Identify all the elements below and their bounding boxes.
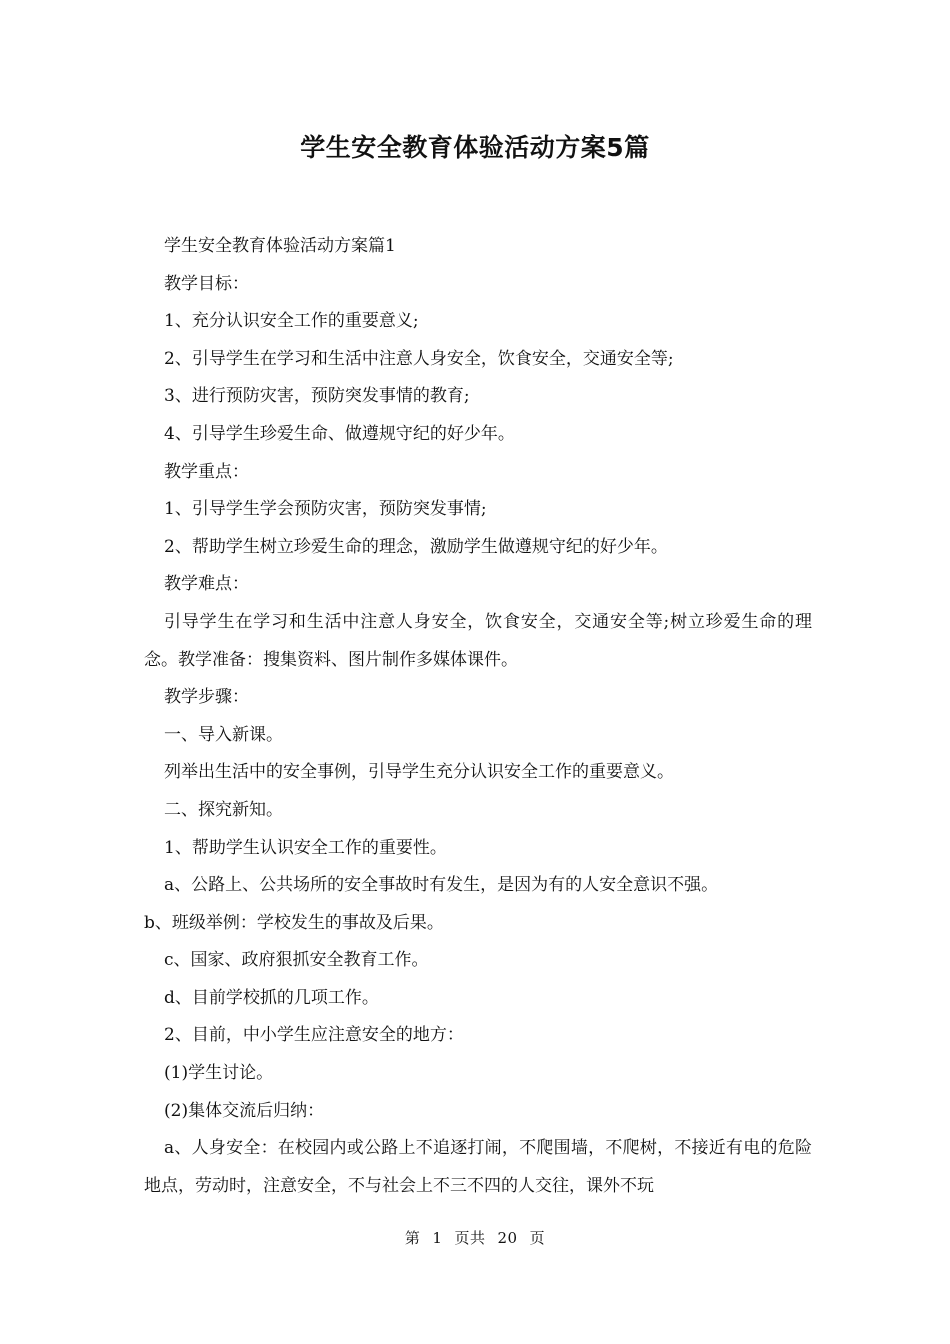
page-footer <box>0 1226 950 1250</box>
paragraph: 教学重点： <box>164 461 249 482</box>
paragraph: 教学难点： <box>164 574 249 595</box>
paragraph: c、国家、政府狠抓安全教育工作。 <box>164 950 429 971</box>
section-heading: 学生安全教育体验活动方案篇1 <box>164 236 396 256</box>
paragraph: (1)学生讨论。 <box>164 1063 274 1084</box>
total-pages: 20 <box>497 1229 518 1247</box>
paragraph: 一、导入新课。 <box>164 724 283 745</box>
paragraph: 1、引导学生学会预防灾害，预防突发事情; <box>164 499 487 520</box>
paragraph: 1、充分认识安全工作的重要意义; <box>164 311 419 332</box>
paragraph: a、人身安全：在校园内或公路上不追逐打闹，不爬围墙，不爬树，不接近有电的危险地点，劳动时，注意安全，不与社会上不三不四的人交往，课外不玩 <box>144 1138 812 1196</box>
paragraph: a、公路上、公共场所的安全事故时有发生，是因为有的人安全意识不强。 <box>164 875 719 896</box>
paragraph: 2、目前，中小学生应注意安全的地方： <box>164 1025 464 1046</box>
footer-mid: 页共 <box>454 1229 486 1247</box>
paragraph: 2、帮助学生树立珍爱生命的理念，激励学生做遵规守纪的好少年。 <box>164 536 668 557</box>
paragraph: (2)集体交流后归纳： <box>164 1100 325 1121</box>
page-number: 1 <box>432 1229 443 1247</box>
footer-suffix: 页 <box>529 1229 546 1247</box>
paragraph: 2、引导学生在学习和生活中注意人身安全，饮食安全，交通安全等; <box>164 348 674 369</box>
footer-prefix: 第 <box>404 1229 421 1247</box>
paragraph: 教学目标： <box>164 273 249 294</box>
paragraph: 列举出生活中的安全事例，引导学生充分认识安全工作的重要意义。 <box>164 762 674 783</box>
paragraph: 4、引导学生珍爱生命、做遵规守纪的好少年。 <box>164 423 515 444</box>
paragraph: b、班级举例：学校发生的事故及后果。 <box>144 912 444 933</box>
paragraph: 3、进行预防灾害，预防突发事情的教育; <box>164 386 470 407</box>
paragraph: 教学步骤： <box>164 687 249 708</box>
document-body <box>144 228 812 1205</box>
document-title: 学生安全教育体验活动方案5篇 <box>300 133 650 162</box>
paragraph: 引导学生在学习和生活中注意人身安全，饮食安全，交通安全等;树立珍爱生命的理念。教学准备：搜集资料、图片制作多媒体课件。 <box>144 611 812 670</box>
paragraph: 二、探究新知。 <box>164 799 283 820</box>
paragraph: 1、帮助学生认识安全工作的重要性。 <box>164 837 447 858</box>
paragraph: d、目前学校抓的几项工作。 <box>164 987 379 1008</box>
